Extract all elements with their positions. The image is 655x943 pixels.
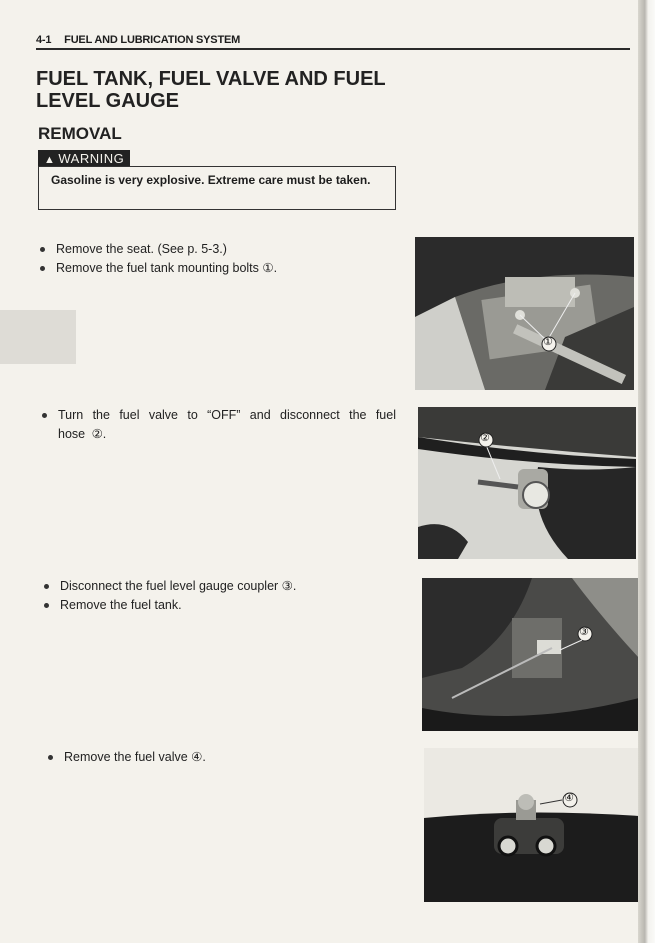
callout-1: ① xyxy=(543,336,553,348)
page-title: FUEL TANK, FUEL VALVE AND FUEL LEVEL GAUGE xyxy=(36,68,386,112)
photo-tank-mounting-bolts xyxy=(415,237,634,390)
warning-label-text: WARNING xyxy=(58,151,125,166)
step-1 xyxy=(38,240,368,278)
photo-fuel-gauge-coupler xyxy=(422,578,639,731)
callout-3: ③ xyxy=(579,626,589,638)
section-title: FUEL AND LUBRICATION SYSTEM xyxy=(64,34,241,46)
photo-fuel-hose xyxy=(418,407,636,559)
page-binding-edge xyxy=(638,0,655,943)
step-3 xyxy=(42,577,372,615)
list-item: Disconnect the fuel level gauge coupler ③. xyxy=(42,577,372,596)
page-number: 4-1 xyxy=(36,34,52,46)
list-item: Turn the fuel valve to “OFF” and disconnect the fuel hose ②. xyxy=(40,406,396,444)
list-item: Remove the seat. (See p. 5-3.) xyxy=(38,240,368,259)
warning-triangle-icon: ▲ xyxy=(44,154,56,166)
callout-2: ② xyxy=(480,432,490,444)
bleed-through-shadow xyxy=(0,310,76,364)
subsection-title: REMOVAL xyxy=(38,124,122,143)
list-item: Remove the fuel tank mounting bolts ①. xyxy=(38,259,368,278)
callout-4: ④ xyxy=(564,792,574,804)
step-4 xyxy=(46,748,346,767)
list-item: Remove the fuel tank. xyxy=(42,596,372,615)
warning-box: Gasoline is very explosive. Extreme care must be taken. xyxy=(38,166,396,210)
photo-fuel-valve xyxy=(424,748,639,902)
list-item: Remove the fuel valve ④. xyxy=(46,748,346,767)
warning-label xyxy=(38,150,130,167)
step-2 xyxy=(40,406,396,444)
running-header xyxy=(36,34,630,50)
